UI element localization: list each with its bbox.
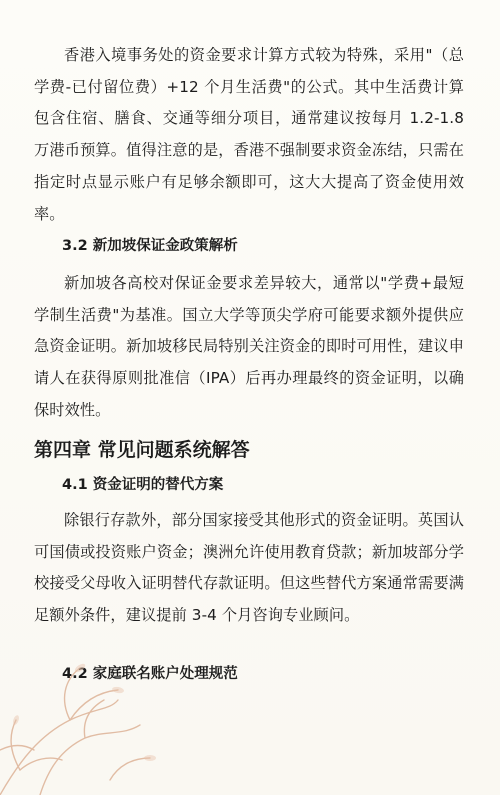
paragraph-singapore-deposit: 新加坡各高校对保证金要求差异较大，通常以"学费+最短学制生活费"为基准。国立大学等顶尖学府可能要求额外提供应急资金证明。新加坡移民局特别关注资金的即时可用性，建议申请人在获得原则批准信（IPA）后再办理最终的资金证明，以确保时效性。 (34, 274, 464, 419)
chapter-4-heading: 第四章 常见问题系统解答 (34, 439, 250, 461)
section-3-2-heading: 3.2 新加坡保证金政策解析 (62, 238, 238, 254)
section-4-2-heading: 4.2 家庭联名账户处理规范 (62, 666, 238, 682)
paragraph-alternative-proof: 除银行存款外，部分国家接受其他形式的资金证明。英国认可国债或投资账户资金；澳洲允许使用教育贷款；新加坡部分学校接受父母收入证明替代存款证明。但这些替代方案通常需要满足额外条件，建议提前 3-4 个月咨询专业顾问。 (34, 511, 464, 625)
paragraph-hong-kong-funds: 香港入境事务处的资金要求计算方式较为特殊，采用"（总学费-已付留位费）+12 个月生活费"的公式。其中生活费计算包含住宿、膳食、交通等细分项目，通常建议按每月 1.2-1.8 万港币预算。值得注意的是，香港不强制要求资金冻结，只需在指定时点显示账户有足够余额即可，这大大提高了资金使用效率。 (34, 46, 464, 223)
section-4-1-heading: 4.1 资金证明的替代方案 (62, 477, 224, 493)
